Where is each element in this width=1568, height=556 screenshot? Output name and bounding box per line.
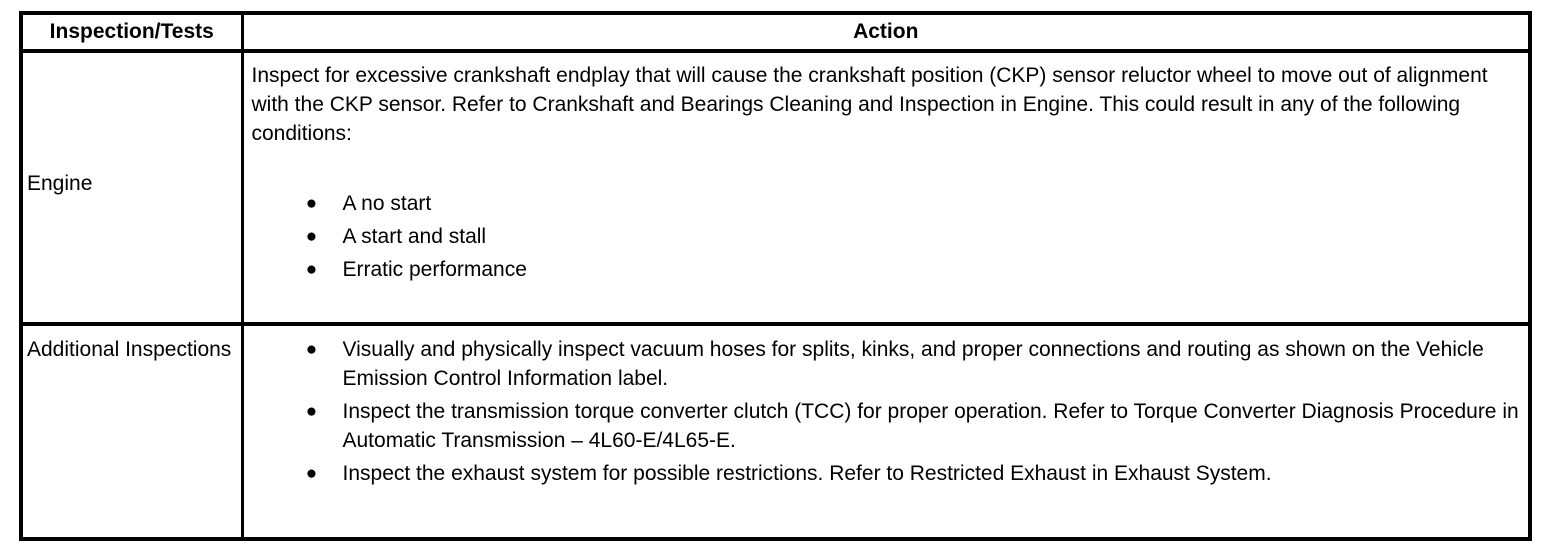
list-item-text: Erratic performance bbox=[342, 258, 527, 281]
header-inspection-tests: Inspection/Tests bbox=[21, 13, 242, 51]
row-label-engine: Engine bbox=[21, 51, 242, 324]
engine-intro-text: Inspect for excessive crankshaft endplay that will cause the crankshaft position (CKP) sensor reluctor wheel to move out of alignment with the CKP sensor. Refer to Crankshaft and Bearings Cleaning and Inspection in Engine. This could result in any of the following conditions: bbox=[251, 64, 1488, 145]
row-label-additional-inspections: Additional Inspections bbox=[21, 324, 242, 539]
engine-condition-list bbox=[252, 189, 1523, 284]
action-cell-engine bbox=[242, 51, 1530, 324]
list-item bbox=[252, 255, 1523, 284]
bullet-icon: ● bbox=[305, 193, 318, 214]
table-row-engine bbox=[21, 51, 1530, 324]
list-item-text: A no start bbox=[342, 192, 432, 215]
list-item-text: Inspect the exhaust system for possible restrictions. Refer to Restricted Exhaust in Exhaust System. bbox=[342, 462, 1272, 485]
bullet-icon: ● bbox=[305, 463, 318, 484]
action-cell-additional bbox=[242, 324, 1530, 539]
bullet-icon: ● bbox=[305, 339, 318, 360]
bullet-icon: ● bbox=[305, 259, 318, 280]
list-item bbox=[252, 459, 1523, 488]
list-item-text: Visually and physically inspect vacuum hoses for splits, kinks, and proper connections and routing as shown on the Vehicle Emission Control Information label. bbox=[342, 338, 1484, 390]
additional-inspection-list bbox=[252, 335, 1523, 488]
table-header-row bbox=[21, 13, 1530, 51]
bullet-icon: ● bbox=[305, 226, 318, 247]
header-action: Action bbox=[242, 13, 1530, 51]
list-item bbox=[252, 335, 1523, 393]
inspection-table bbox=[19, 11, 1532, 541]
list-item bbox=[252, 222, 1523, 251]
bullet-icon: ● bbox=[305, 401, 318, 422]
list-item bbox=[252, 397, 1523, 455]
table-row-additional-inspections bbox=[21, 324, 1530, 539]
list-item-text: A start and stall bbox=[342, 225, 487, 248]
list-item-text: Inspect the transmission torque converter clutch (TCC) for proper operation. Refer to Torque Converter Diagnosis Procedure in Automatic Transmission – 4L60-E/4L65-E. bbox=[342, 400, 1519, 452]
list-item bbox=[252, 189, 1523, 218]
